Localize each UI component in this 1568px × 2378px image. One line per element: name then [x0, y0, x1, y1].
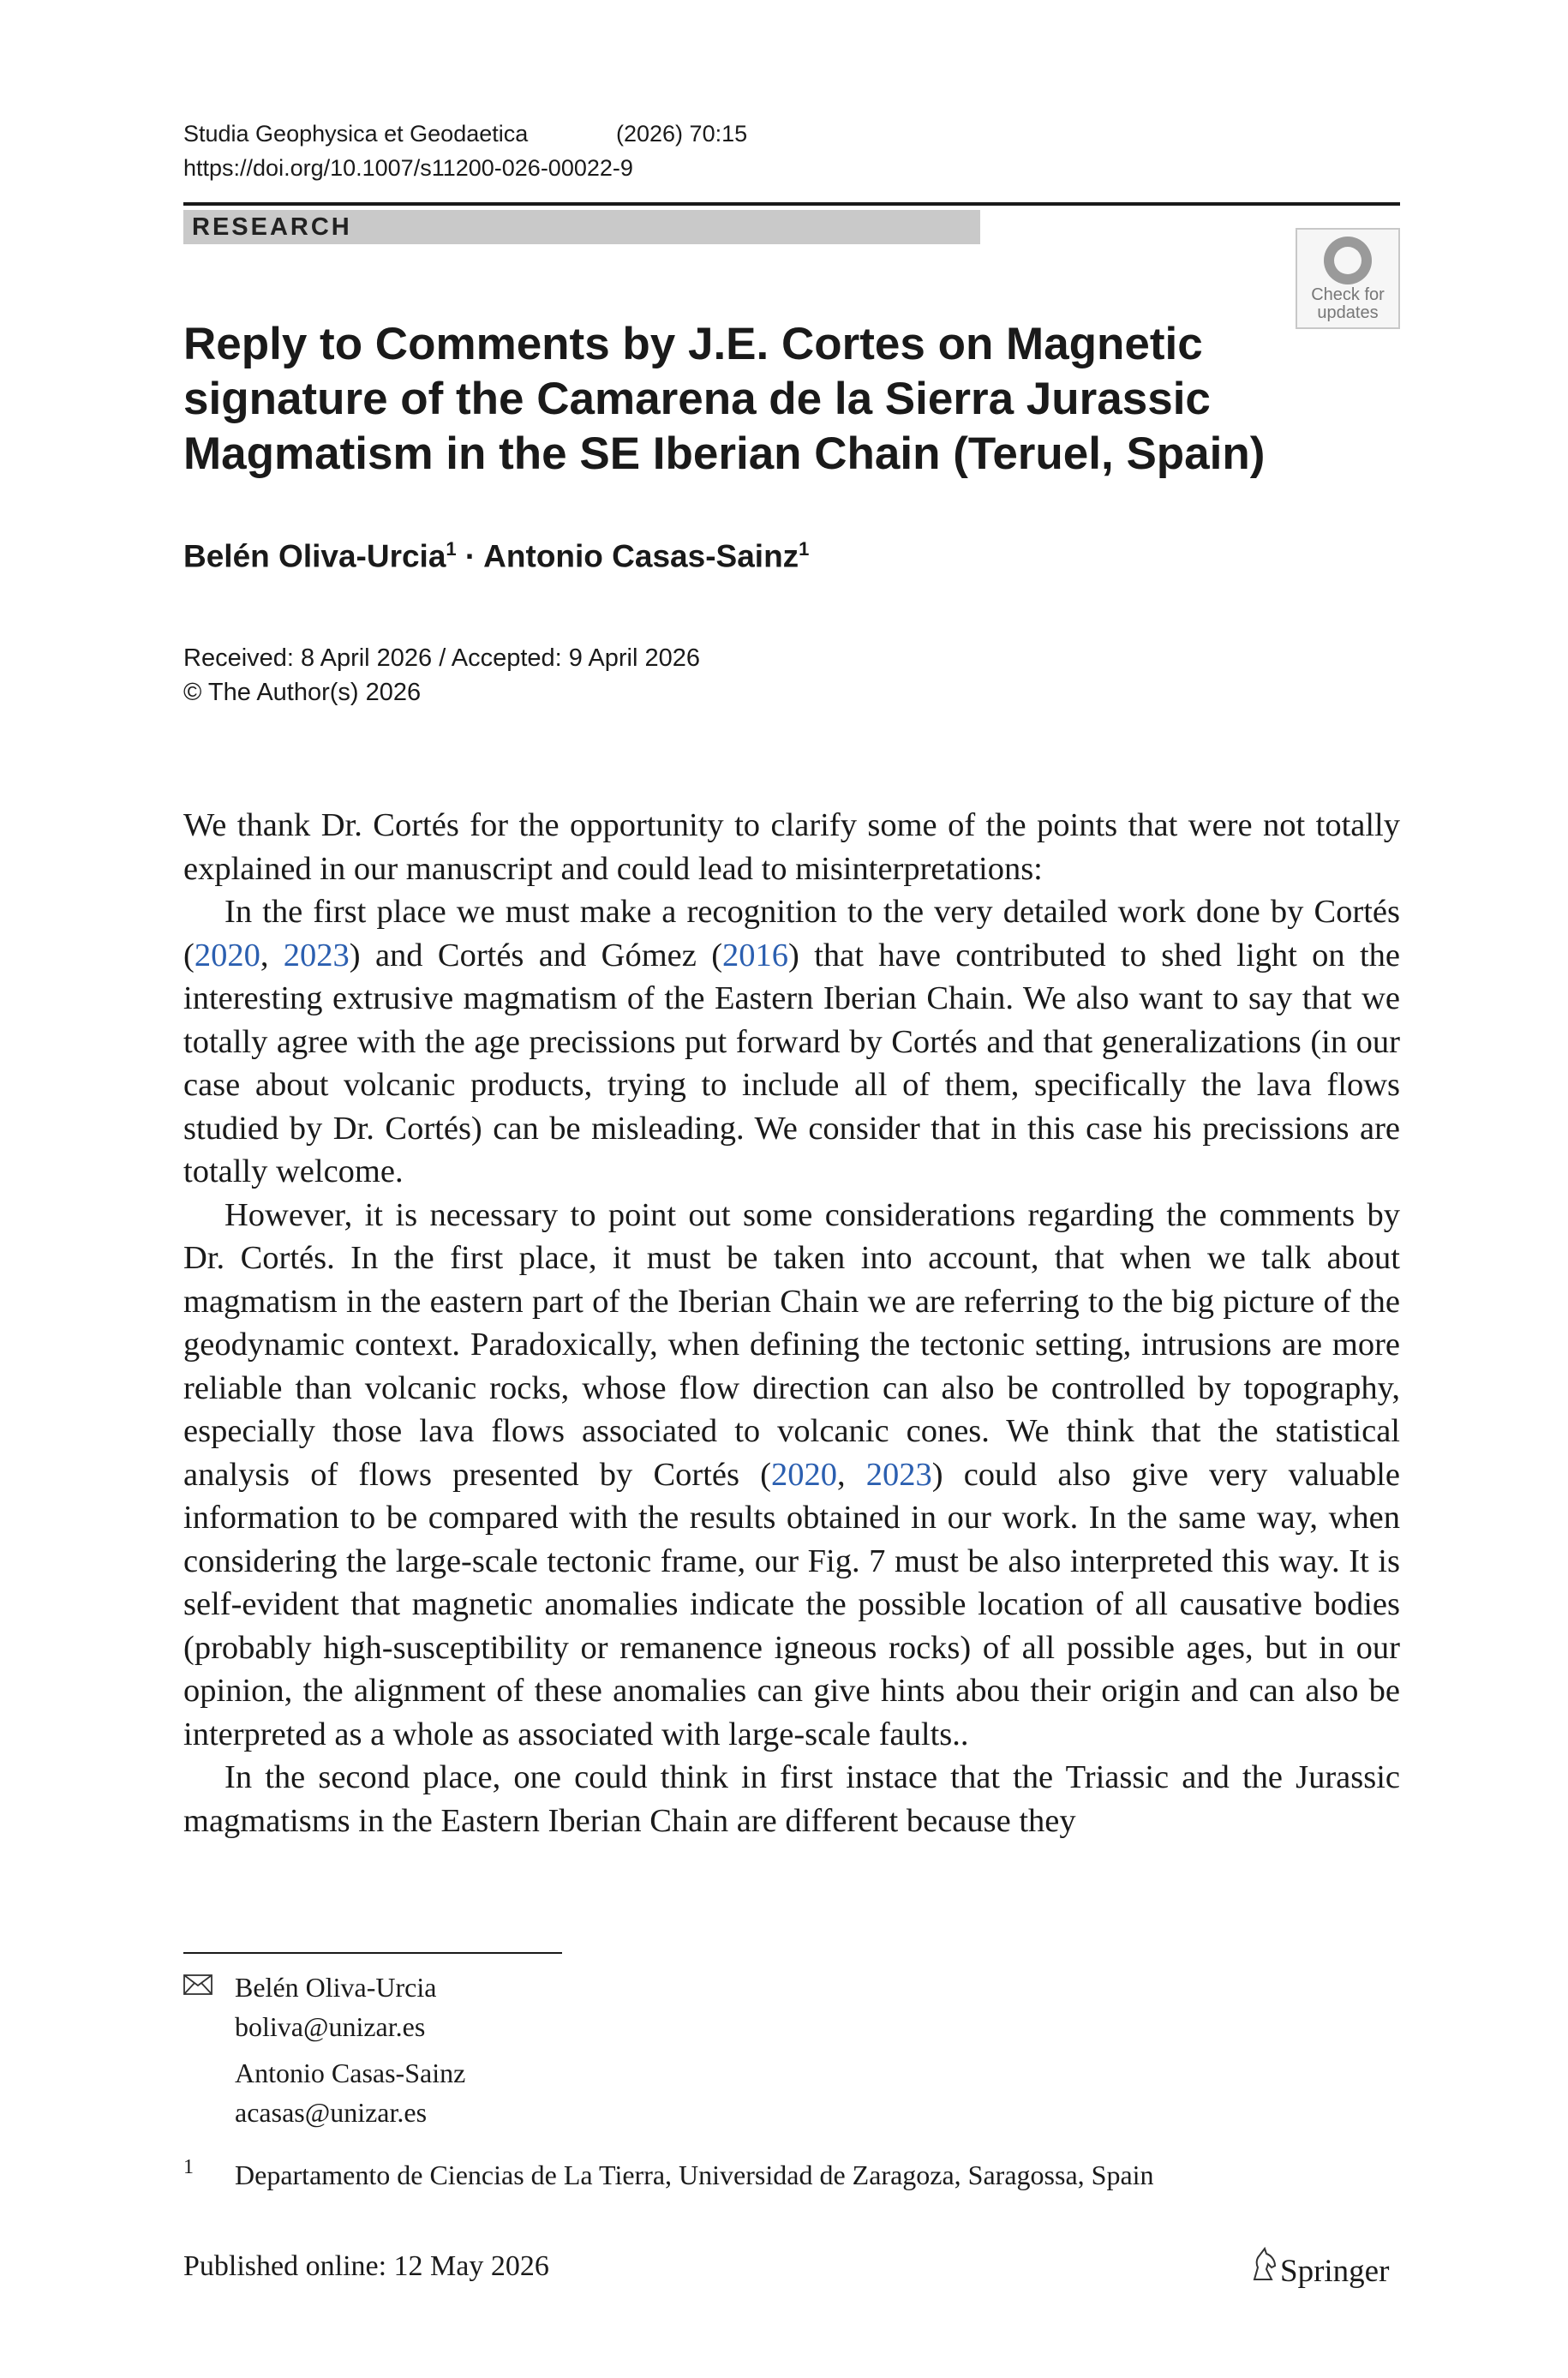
text-span: ) could also give very valuable information to be compared with the results obtained in our work. In the same way, when considering the large-scale tectonic frame, our Fig. 7 must be also interpreted this way. It is self-evident that magnetic anomalies indicate the possible location of all causative bodies (probably high-susceptibility or remanence igneous rocks) of all possible ages, but in our opinion, the alignment of these anomalies can give hints abou their origin and can also be interpreted as a whole as associated with large-scale faults.. — [183, 1456, 1400, 1752]
publisher-name: Springer — [1280, 2254, 1390, 2289]
author-list — [183, 538, 809, 574]
journal-header — [183, 117, 747, 185]
doi-link[interactable]: https://doi.org/10.1007/s11200-026-00022-9 — [183, 155, 633, 181]
text-span: In the first place we must make a recognition to the very detailed work done by Cortés ( — [183, 894, 1400, 973]
paragraph: We thank Dr. Cortés for the opportunity to clarify some of the points that were not totally explained in our manuscript and could lead to misinterpretations: — [183, 807, 1400, 887]
published-online: Published online: 12 May 2026 — [183, 2250, 549, 2282]
top-rule — [183, 202, 1400, 206]
affiliation: Departamento de Ciencias de La Tierra, Universidad de Zaragoza, Saragossa, Spain — [235, 2159, 1154, 2190]
author-separator: · — [456, 538, 484, 574]
author-name[interactable]: Belén Oliva-Urcia — [183, 538, 446, 574]
author-affiliation-sup: 1 — [799, 538, 810, 560]
author-email[interactable]: boliva@unizar.es — [235, 2011, 426, 2042]
article-title: Reply to Comments by J.E. Cortes on Magnetic signature of the Camarena de la Sierra Jurassic Magmatism in the SE Iberian Chain (Teruel, Spain) — [183, 319, 1266, 479]
springer-horse-icon — [1249, 2247, 1280, 2281]
crossmark-line2: updates — [1317, 303, 1379, 322]
citation-link[interactable]: 2020 — [194, 937, 260, 973]
text-span: , — [836, 1456, 866, 1493]
publisher-logo — [1249, 2247, 1389, 2290]
author-name: Belén Oliva-Urcia — [235, 1972, 437, 2003]
citation-link[interactable]: 2020 — [770, 1456, 837, 1493]
author-name: Antonio Casas-Sainz — [235, 2058, 466, 2088]
author-affiliation-sup: 1 — [446, 538, 457, 560]
paragraph — [183, 1194, 1400, 1757]
footnote-rule — [183, 1952, 562, 1954]
text-span: ) that have contributed to shed light on the interesting extrusive magmatism of the Eastern Iberian Chain. We also want to say that we totally agree with the age precissions put forward by Cortés and that generalizations (in our case about volcanic products, trying to include all of them, specifically the lava flows studied by Dr. Cortés) can be misleading. We consider that in this case his precissions are totally welcome. — [183, 937, 1400, 1189]
author-email[interactable]: acasas@unizar.es — [235, 2097, 428, 2128]
text-span: , — [260, 937, 284, 973]
copyright: © The Author(s) 2026 — [183, 679, 422, 706]
paragraph: In the second place, one could think in first instace that the Triassic and the Jurassic magmatisms in the Eastern Iberian Chain are different because they — [183, 1759, 1400, 1839]
citation-link[interactable]: 2023 — [865, 1456, 932, 1493]
check-for-updates-badge[interactable] — [1296, 228, 1400, 329]
journal-name: Studia Geophysica et Geodaetica — [183, 121, 529, 147]
received-accepted: Received: 8 April 2026 / Accepted: 9 April 2026 — [183, 644, 700, 672]
citation-link[interactable]: 2016 — [722, 937, 789, 973]
corresponding-author-1 — [235, 1968, 436, 2046]
citation-link[interactable]: 2023 — [283, 937, 350, 973]
affiliation-number: 1 — [183, 2156, 194, 2178]
crossmark-icon — [1324, 237, 1372, 285]
body-text — [183, 804, 1400, 1842]
article-dates — [183, 641, 700, 710]
envelope-icon — [183, 1974, 212, 1995]
text-span: ) and Cortés and Gómez ( — [349, 937, 723, 973]
author-name[interactable]: Antonio Casas-Sainz — [483, 538, 799, 574]
section-label: RESEARCH — [183, 210, 980, 244]
corresponding-author-2 — [235, 2053, 465, 2132]
text-span: However, it is necessary to point out some considerations regarding the comments by Dr. Cortés. In the first place, it must be taken into account, that when we talk about magmatism in the eastern part of the Iberian Chain we are referring to the big picture of the geodynamic context. Paradoxically, when defining the tectonic setting, intrusions are more reliable than volcanic rocks, whose flow direction can also be controlled by topography, especially those lava flows associated to volcanic cones. We think that the statistical analysis of flows presented by Cortés ( — [183, 1196, 1400, 1493]
crossmark-line1: Check for — [1311, 285, 1385, 304]
volume-info: (2026) 70:15 — [616, 121, 748, 147]
paragraph — [183, 890, 1400, 1194]
